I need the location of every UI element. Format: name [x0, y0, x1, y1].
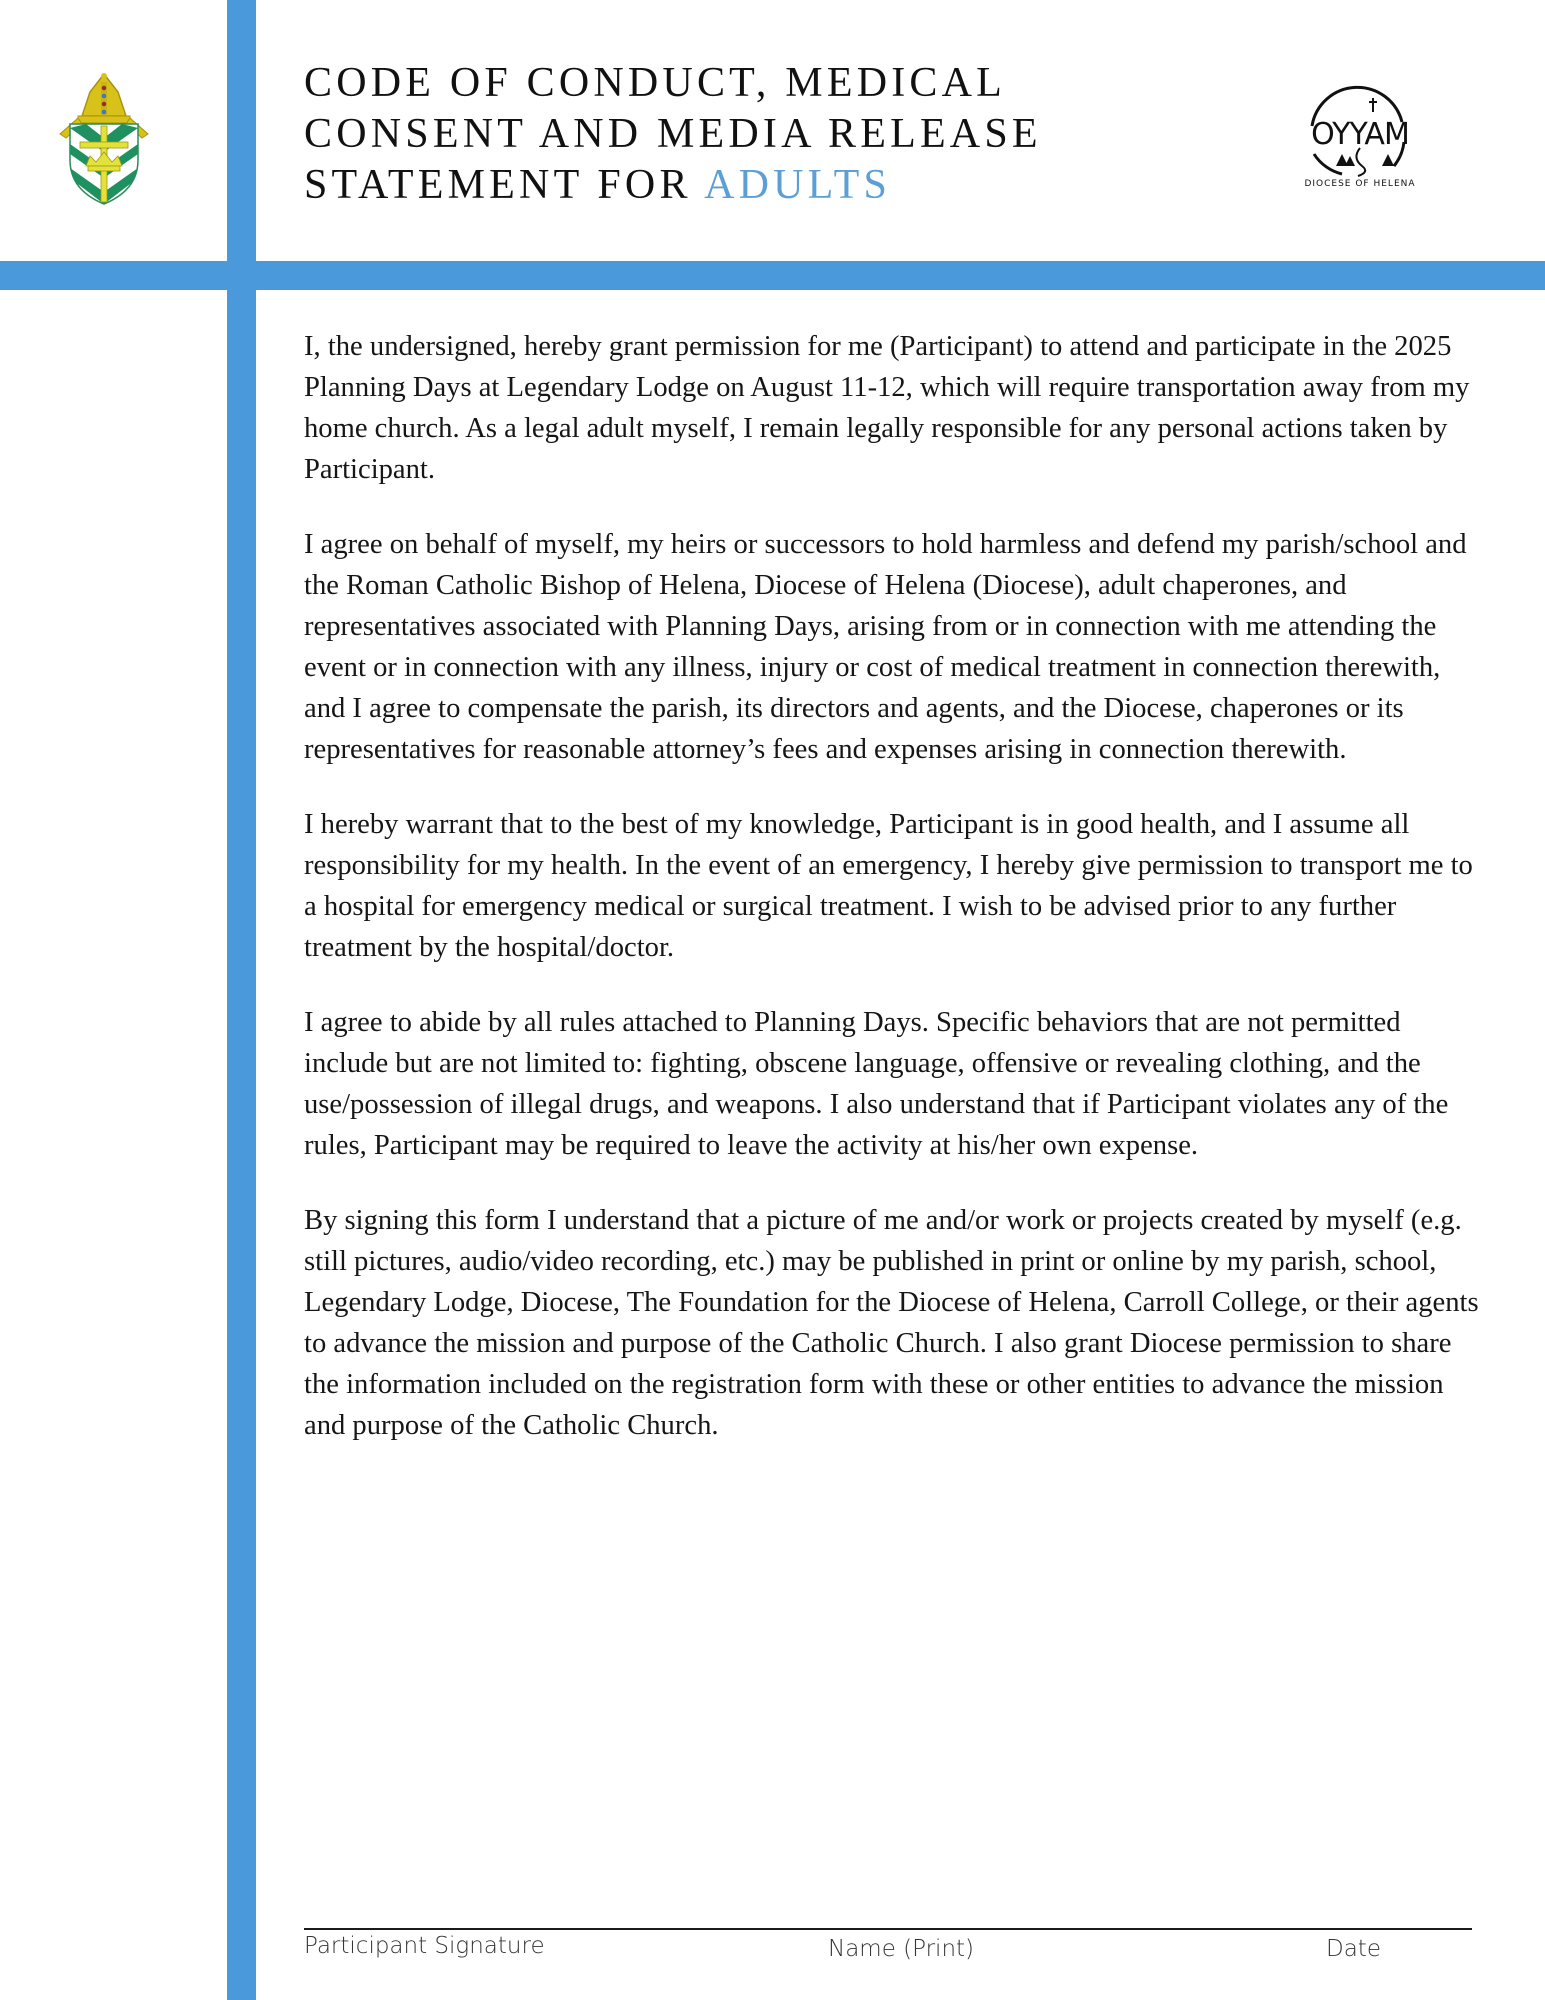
title-accent: ADULTS — [704, 162, 892, 208]
page-title — [304, 58, 1042, 211]
paragraph-permission: I, the undersigned, hereby grant permission for me (Participant) to attend and participate in the 2025 Planning Days at Legendary Lodge on August 11-12, which will require transportation away from my home church. As a legal adult myself, I remain legally responsible for any personal actions taken by Participant. — [304, 331, 1470, 485]
oyyam-logo-icon — [1290, 82, 1430, 190]
signature-line[interactable] — [304, 1928, 1472, 1930]
paragraph-media-release: By signing this form I understand that a picture of me and/or work or projects created by myself (e.g. still pictures, audio/video recording, etc.) may be published in print or online by my parish, school, Legendary Lodge, Diocese, The Foundation for the Diocese of Helena, Carroll College, or their agents to advance the mission and purpose of the Catholic Church. I also grant Diocese permission to share the information included on the registration form with these or other entities to advance the mission and purpose of the Catholic Church. — [304, 1205, 1479, 1441]
svg-text:DIOCESE OF HELENA: DIOCESE OF HELENA — [1304, 179, 1416, 189]
title-line-3: STATEMENT FOR — [304, 162, 705, 208]
name-print-label: Name (Print) — [828, 1936, 975, 1962]
title-line-1: CODE OF CONDUCT, MEDICAL — [304, 60, 1007, 106]
diocese-coat-of-arms-icon — [56, 72, 152, 206]
horizontal-accent-bar — [0, 261, 1545, 290]
participant-signature-label: Participant Signature — [304, 1933, 545, 1959]
paragraph-hold-harmless: I agree on behalf of myself, my heirs or successors to hold harmless and defend my parish/school and the Roman Catholic Bishop of Helena, Diocese of Helena (Diocese), adult chaperones, and representatives associated with Planning Days, arising from or in connection with me attending the event or in connection with any illness, injury or cost of medical treatment in connection therewith, and I agree to compensate the parish, its directors and agents, and the Diocese, chaperones or its representatives for reasonable attorney’s fees and expenses arising in connection therewith. — [304, 529, 1467, 765]
paragraph-medical-consent: I hereby warrant that to the best of my knowledge, Participant is in good health, and I assume all responsibility for my health. In the event of an emergency, I hereby give permission to transport me to a hospital for emergency medical or surgical treatment. I wish to be advised prior to any further treatment by the hospital/doctor. — [304, 809, 1473, 963]
date-label: Date — [1326, 1936, 1381, 1962]
paragraph-code-of-conduct: I agree to abide by all rules attached to Planning Days. Specific behaviors that are not permitted include but are not limited to: fighting, obscene language, offensive or revealing clothing, and the use/possession of illegal drugs, and weapons. I also understand that if Participant violates any of the rules, Participant may be required to leave the activity at his/her own expense. — [304, 1007, 1449, 1161]
consent-body — [304, 326, 1484, 1480]
svg-text:OYYAM: OYYAM — [1311, 117, 1409, 152]
title-line-2: CONSENT AND MEDIA RELEASE — [304, 111, 1042, 157]
vertical-accent-bar — [227, 0, 256, 2000]
